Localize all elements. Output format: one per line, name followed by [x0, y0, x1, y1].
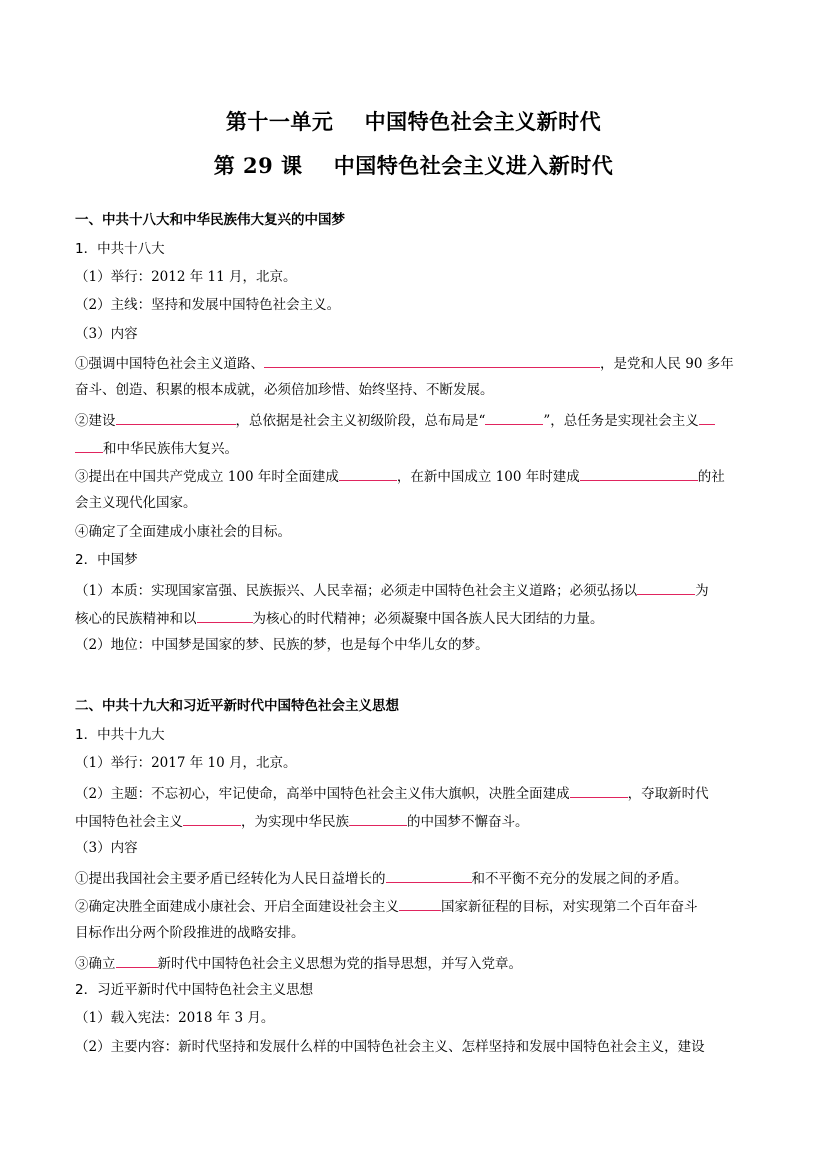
unit-title: 第十一单元 中国特色社会主义新时代	[225, 109, 602, 134]
text-fragment: ，是党和人民 90 多年	[600, 356, 734, 372]
text-fragment: ，夺取新时代	[627, 786, 709, 802]
text-fragment: 国家新征程的目标，对实现第二个百年奋斗	[441, 899, 698, 915]
paragraph: （1）举行：2017 年 10 月，北京。	[75, 755, 297, 771]
text-fragment: 和中华民族伟大复兴。	[103, 441, 238, 457]
text-fragment: 的中国梦不懈奋斗。	[407, 814, 529, 830]
paragraph	[75, 953, 755, 973]
paragraph: （3）内容	[75, 326, 138, 342]
text-fragment: 新时代中国特色社会主义思想为党的指导思想，并写入党章。	[157, 956, 522, 972]
paragraph: （2）主线：坚持和发展中国特色社会主义。	[75, 297, 341, 313]
subsection-heading: 1．中共十九大	[75, 727, 165, 743]
text-fragment: 的社	[697, 469, 725, 485]
paragraph	[75, 783, 755, 803]
paragraph	[75, 466, 755, 486]
subsection-heading: 2．中国梦	[75, 552, 138, 568]
paragraph	[75, 896, 755, 916]
section-heading: 一、中共十八大和中华民族伟大复兴的中国梦	[75, 212, 345, 228]
fill-blank[interactable]	[349, 811, 407, 826]
paragraph: ④确定了全面建成小康社会的目标。	[75, 524, 291, 540]
text-fragment: 中国特色社会主义	[75, 814, 183, 830]
text-fragment: ”，总任务是实现社会主义	[543, 413, 699, 429]
fill-blank[interactable]	[637, 580, 695, 595]
paragraph	[75, 580, 755, 600]
paragraph: 奋斗、创造、积累的根本成就，必须倍加珍惜、始终坚持、不断发展。	[75, 382, 494, 398]
paragraph: （2）地位：中国梦是国家的梦、民族的梦，也是每个中华儿女的梦。	[75, 637, 489, 653]
subsection-heading: 1．中共十八大	[75, 241, 165, 257]
fill-blank[interactable]	[183, 811, 241, 826]
paragraph	[75, 410, 755, 430]
paragraph: （1）载入宪法：2018 年 3 月。	[75, 1010, 275, 1026]
text-fragment: ，为实现中华民族	[241, 814, 349, 830]
paragraph	[75, 811, 755, 831]
text-fragment: ②确定决胜全面建成小康社会、开启全面建设社会主义	[75, 899, 399, 915]
paragraph	[75, 353, 755, 373]
text-fragment: 为	[695, 583, 709, 599]
paragraph: （3）内容	[75, 840, 138, 856]
text-fragment: （1）本质：实现国家富强、民族振兴、人民幸福；必须走中国特色社会主义道路；必须弘扬以	[75, 583, 638, 599]
fill-blank[interactable]	[580, 466, 698, 481]
text-fragment: ②建设	[75, 413, 116, 429]
fill-blank[interactable]	[570, 783, 628, 798]
paragraph	[75, 438, 755, 458]
fill-blank[interactable]	[386, 868, 472, 883]
paragraph: 目标作出分两个阶段推进的战略安排。	[75, 925, 305, 941]
fill-blank[interactable]	[75, 438, 103, 453]
fill-blank[interactable]	[699, 410, 715, 425]
paragraph	[75, 608, 755, 628]
text-fragment: ①提出我国社会主要矛盾已经转化为人民日益增长的	[75, 871, 386, 887]
paragraph: （1）举行：2012 年 11 月，北京。	[75, 269, 297, 285]
fill-blank[interactable]	[485, 410, 543, 425]
fill-blank[interactable]	[197, 608, 253, 623]
paragraph: 会主义现代化国家。	[75, 495, 197, 511]
text-fragment: ③提出在中国共产党成立 100 年时全面建成	[75, 469, 339, 485]
text-fragment: ①强调中国特色社会主义道路、	[75, 356, 264, 372]
fill-blank[interactable]	[339, 466, 397, 481]
fill-blank[interactable]	[264, 353, 600, 368]
subsection-heading: 2．习近平新时代中国特色社会主义思想	[75, 982, 314, 998]
text-fragment: 和不平衡不充分的发展之间的矛盾。	[471, 871, 688, 887]
text-fragment: （2）主题：不忘初心，牢记使命，高举中国特色社会主义伟大旗帜，决胜全面建成	[75, 786, 570, 802]
lesson-title: 第 29 课 中国特色社会主义进入新时代	[213, 153, 614, 178]
text-fragment: ，在新中国成立 100 年时建成	[396, 469, 580, 485]
text-fragment: 核心的民族精神和以	[75, 611, 197, 627]
section-heading: 二、中共十九大和习近平新时代中国特色社会主义思想	[75, 698, 399, 714]
fill-blank[interactable]	[116, 410, 236, 425]
paragraph	[75, 868, 755, 888]
text-fragment: ③确立	[75, 956, 116, 972]
fill-blank[interactable]	[116, 953, 158, 968]
text-fragment: 为核心的时代精神；必须凝聚中国各族人民大团结的力量。	[252, 611, 604, 627]
text-fragment: ，总依据是社会主义初级阶段，总布局是“	[235, 413, 486, 429]
paragraph: （2）主要内容：新时代坚持和发展什么样的中国特色社会主义、怎样坚持和发展中国特色社会主义，建设	[75, 1039, 705, 1055]
fill-blank[interactable]	[399, 896, 441, 911]
